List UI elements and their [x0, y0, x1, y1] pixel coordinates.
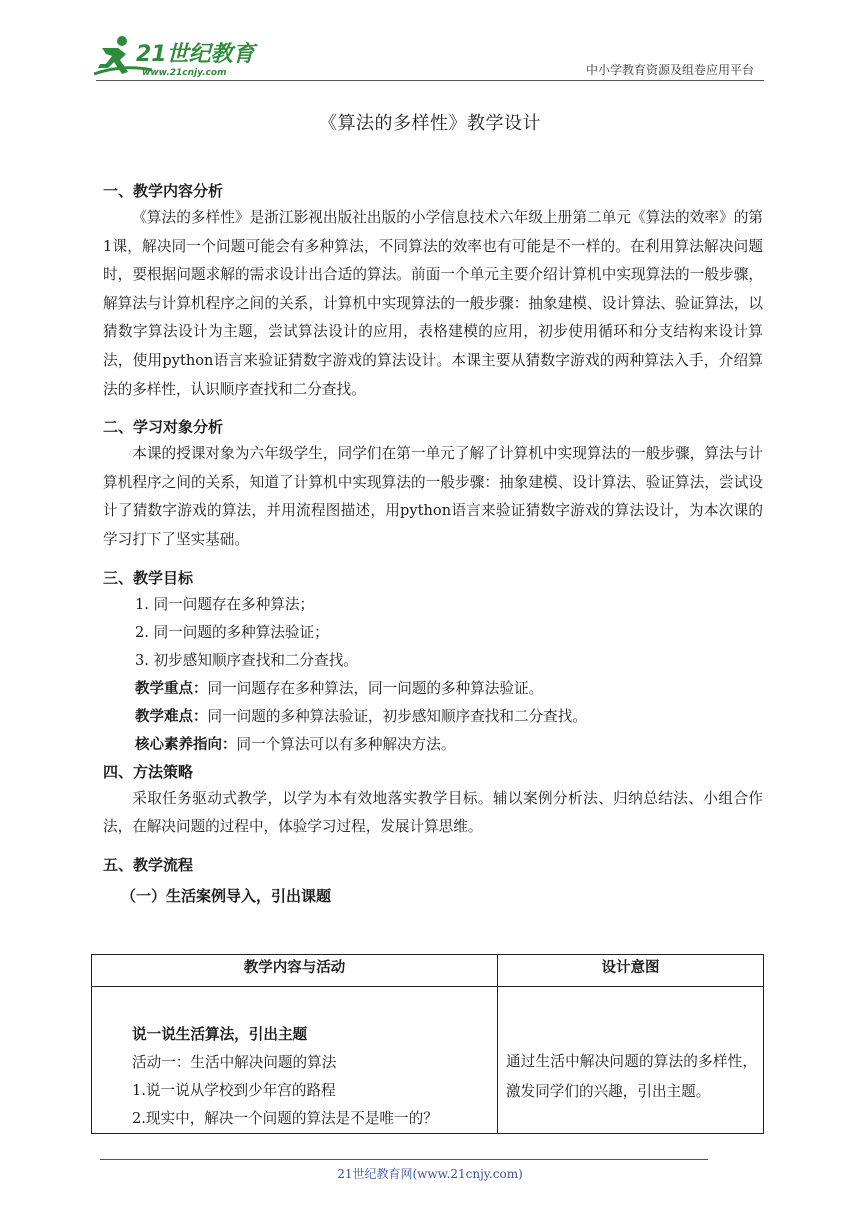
difficult-point-label: 教学难点：: [135, 708, 208, 725]
methods-text: 采取任务驱动式教学，以学为本有效地落实教学目标。辅以案例分析法、归纳总结法、小组合作法，在解决问题的过程中，体验学习过程，发展计算思维。: [103, 789, 763, 836]
header-divider: [96, 80, 764, 81]
activity-step: 2.现实中，解决一个问题的算法是不是唯一的？: [132, 1110, 438, 1127]
logo-21cnjy: [92, 34, 262, 80]
document-title: 《算法的多样性》教学设计: [319, 113, 541, 134]
activity-step: 1.说一说从学校到少年宫的路程: [132, 1082, 336, 1099]
key-point-label: 教学重点：: [135, 680, 208, 697]
teaching-process-table: [91, 954, 764, 1134]
core-literacy-label: 核心素养指向：: [135, 736, 237, 753]
footer-divider: [100, 1159, 708, 1160]
section-heading-content-analysis: 一、教学内容分析: [103, 182, 224, 200]
section-heading-objectives: 三、教学目标: [103, 568, 194, 587]
column-header-activities: 教学内容与活动: [92, 955, 498, 987]
core-literacy-text: 同一个算法可以有多种解决方法。: [236, 735, 456, 753]
activity-topic: 说一说生活算法，引出主题: [132, 1026, 308, 1043]
platform-name: 中小学教育资源及组卷应用平台: [585, 63, 754, 77]
section-heading-process: 五、教学流程: [103, 855, 194, 874]
difficult-point: [103, 703, 763, 731]
content-analysis-text: 《算法的多样性》是浙江影视出版社出版的小学信息技术六年级上册第二单元《算法的效率》的第1课，解决同一个问题可能会有多种算法，不同算法的效率也有可能是不一样的。在利用算法解决问题时，要根据问题求解的需求设计出合适的算法。前面一个单元主要介绍计算机中实现算法的一般步骤，解算法与计算机程序之间的关系，计算机中实现算法的一般步骤：抽象建模、设计算法、验证算法，以猜数字算法设计为主题，尝试算法设计的应用，表格建模的应用，初步使用循环和分支结构来设计算法，使用python语言来验证猜数字游戏的算法设计。本课主要从猜数字游戏的两种算法入手，介绍算法的多样性，认识顺序查找和二分查找。: [103, 209, 763, 398]
svg-text:www.21cnjy.com: www.21cnjy.com: [142, 68, 227, 78]
intent-cell: 通过生活中解决问题的算法的多样性，激发同学们的兴趣，引出主题。: [498, 987, 764, 1134]
document-body: [103, 178, 763, 908]
core-literacy: [103, 731, 763, 759]
table-header-row: [92, 955, 764, 987]
section-heading-learner-analysis: 二、学习对象分析: [103, 418, 224, 437]
column-header-intent: 设计意图: [498, 955, 764, 987]
objective-item: 3. 初步感知顺序查找和二分查找。: [135, 651, 358, 669]
activities-cell: [92, 987, 498, 1134]
objective-item: 1. 同一问题存在多种算法；: [135, 595, 315, 613]
footer-link[interactable]: 21世纪教育网(www.21cnjy.com): [337, 1167, 523, 1181]
key-point: [103, 675, 763, 703]
svg-text:21世纪教育: 21世纪教育: [136, 42, 255, 67]
learner-analysis-text: 本课的授课对象为六年级学生，同学们在第一单元了解了计算机中实现算法的一般步骤，算法与计算机程序之间的关系，知道了计算机中实现算法的一般步骤：抽象建模、设计算法、验证算法，尝试设计了猜数字游戏的算法，并用流程图描述，用python语言来验证猜数字游戏的算法设计，为本次课的学习打下了坚实基础。: [103, 445, 763, 548]
page-header: [0, 0, 860, 90]
activity-title: 活动一：生活中解决问题的算法: [132, 1054, 337, 1071]
section-heading-methods: 四、方法策略: [103, 762, 194, 781]
table-row: [92, 987, 764, 1134]
key-point-text: 同一问题存在多种算法，同一问题的多种算法验证。: [207, 679, 544, 697]
subsection-heading: （一）生活案例导入，引出课题: [121, 886, 332, 905]
difficult-point-text: 同一问题的多种算法验证，初步感知顺序查找和二分查找。: [207, 707, 587, 725]
objective-item: 2. 同一问题的多种算法验证；: [135, 623, 329, 641]
